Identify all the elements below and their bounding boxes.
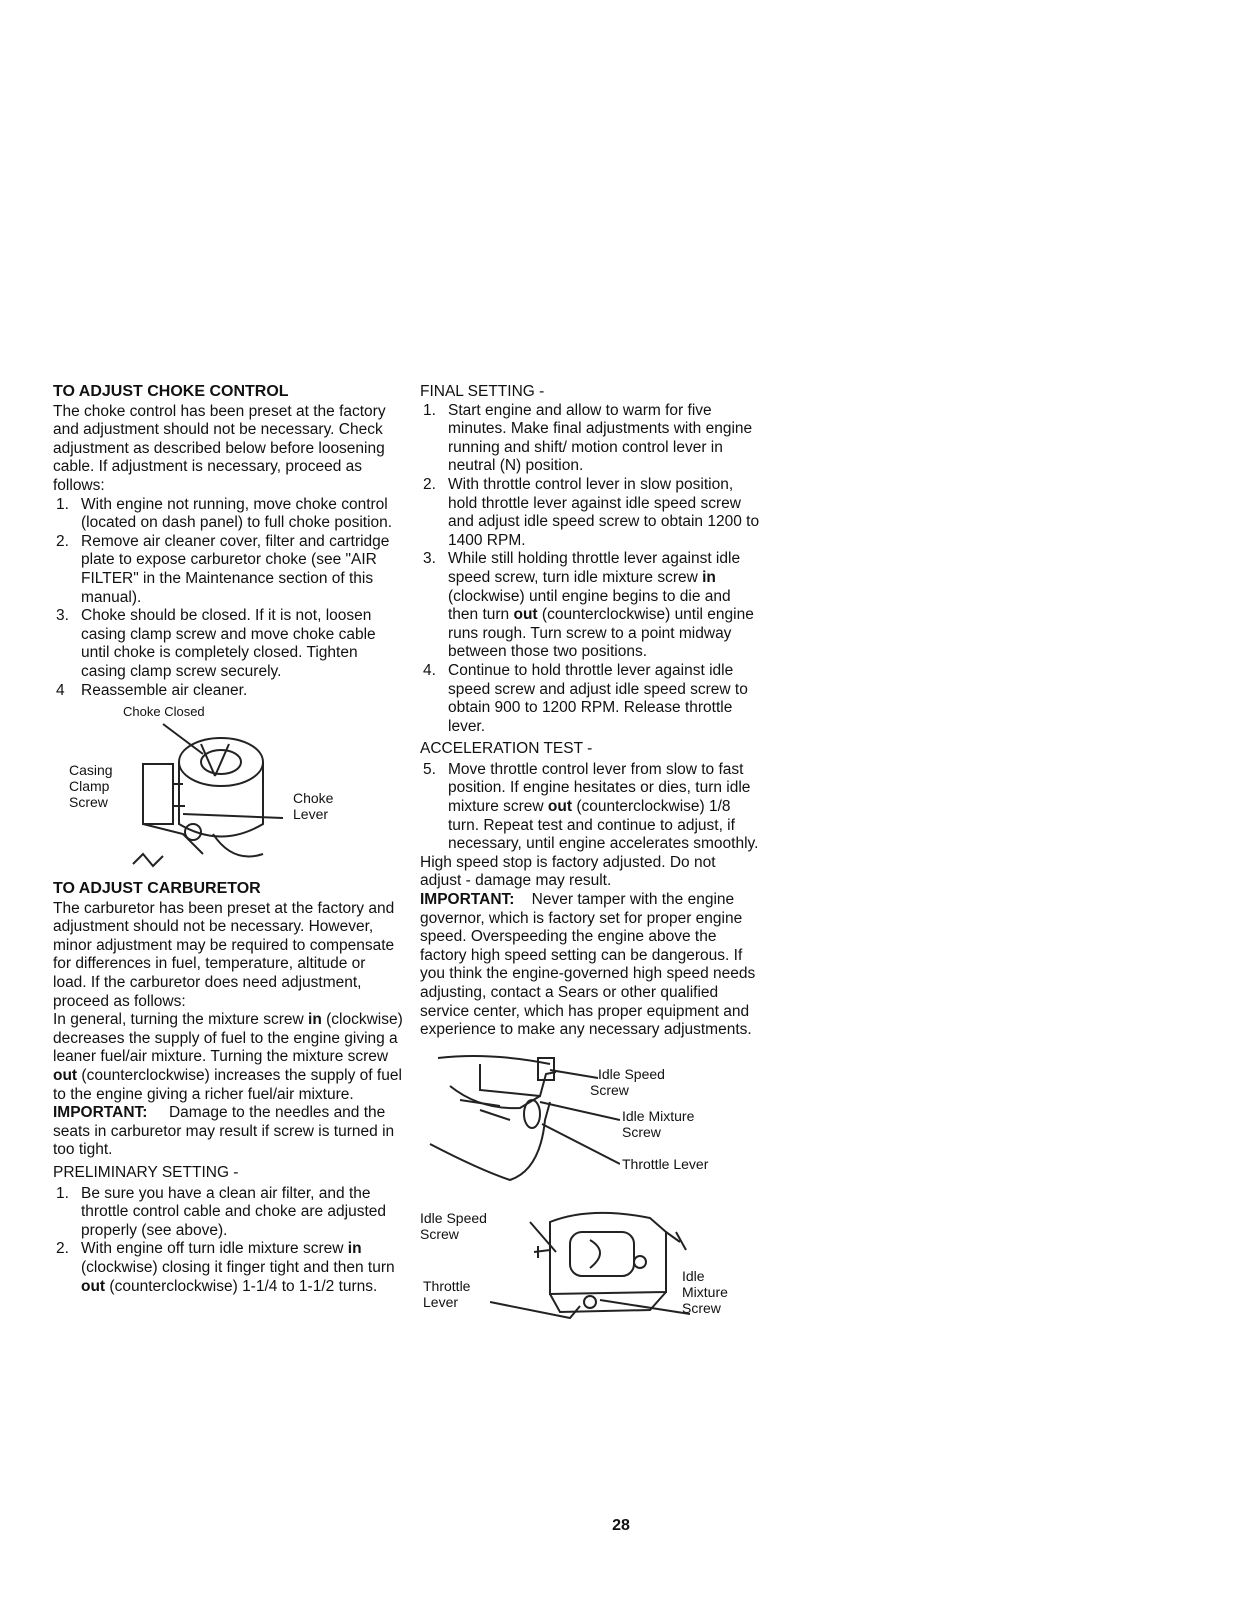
carburetor-general: In general, turning the mixture screw in (clockwise) decreases the supply of fuel to the engine giving a leaner fuel/air mixture. Turning the mixture screw out (counterclockwise) increases the supply of fuel to the engine giving a richer fuel/air mixture. [53,1011,403,1103]
choke-step: 3. Choke should be closed. If it is not, loosen casing clamp screw and move choke cable until choke is completely closed. Tighten casing clamp screw securely. [56,607,376,680]
choke-intro: The choke control has been preset at the factory and adjustment should not be necessary. Check adjustment as described below before loosening cable. If adjustment is necessary, proceed as follows: [53,402,386,494]
label-screw: Screw [420,1225,459,1242]
carburetor-illustration [490,1202,690,1332]
acceleration-heading: ACCELERATION TEST - [420,740,593,758]
choke-figure [53,700,403,878]
label-screw: Screw [682,1299,721,1316]
final-step: 4. Continue to hold throttle lever against idle speed screw and adjust idle speed screw to obtain 900 to 1200 RPM. Release throttle lever. [423,661,748,735]
page-number: 28 [612,1517,630,1534]
carburetor-choke-illustration [123,714,293,874]
choke-step: 1. With engine not running, move choke control (located on dash panel) to full choke position. [56,495,393,532]
label-idle-mixture: Idle Mixture [622,1107,695,1124]
choke-heading: TO ADJUST CHOKE CONTROL [53,383,289,400]
idle-screw-illustration [420,1050,620,1190]
preliminary-heading: PRELIMINARY SETTING - [53,1164,239,1181]
carburetor-heading: TO ADJUST CARBURETOR [53,880,261,898]
label-choke: Choke [293,790,334,807]
final-heading: FINAL SETTING - [420,383,545,400]
label-idle: Idle [682,1267,705,1284]
high-speed-note: High speed stop is factory adjusted. Do not adjust - damage may result. [420,853,716,890]
carburetor-figure [420,1202,760,1352]
idle-screw-figure [420,1050,760,1200]
choke-steps [53,496,403,701]
label-casing: Casing [69,762,113,779]
label-mixture: Mixture [682,1283,728,1300]
label-screw: Screw [590,1081,629,1098]
preliminary-step: 1. Be sure you have a clean air filter, and the throttle control cable and choke are adjusted properly (see above). [56,1184,387,1239]
label-screw: Screw [622,1123,661,1140]
label-lever: Lever [293,806,329,823]
final-steps [420,402,760,737]
carburetor-intro: The carburetor has been preset at the factory and adjustment should not be necessary. However, minor adjustment may be required to compensate for differences in fuel, temperature, altitude or load. If the carburetor does need adjustment, proceed as follows: [53,899,395,1010]
label-screw: Screw [69,794,108,811]
final-step: 1. Start engine and allow to warm for five minutes. Make final adjustments with engine running and shift/ motion control lever in neutral (N) position. [423,401,753,475]
preliminary-step: 2. With engine off turn idle mixture screw in (clockwise) closing it finger tight and then turn out (counterclockwise) 1-1/4 to 1-1/2 turns. [56,1240,395,1295]
label-throttle-lever: Throttle Lever [622,1155,709,1172]
final-step: 2. With throttle control lever in slow position, hold throttle lever against idle speed screw and adjust idle speed screw to obtain 1200 to 1400 RPM. [423,475,760,549]
right-column [420,383,760,1352]
final-step: 3. While still holding throttle lever against idle speed screw, turn idle mixture screw in (clockwise) until engine begins to die and then turn out (counterclockwise) until engine runs rough. Turn screw to a point midway between those two positions. [423,550,754,661]
label-idle-speed: Idle Speed [420,1209,487,1226]
left-column [53,383,403,1296]
label-choke-closed: Choke Closed [123,704,205,720]
label-clamp: Clamp [69,778,110,795]
label-lever: Lever [423,1293,459,1310]
governor-important: IMPORTANT: Never tamper with the engine governor, which is factory set for proper engine speed. Overspeeding the engine above the factory high speed setting can be dangerous. If you think the engine-governed high speed needs adjusting, contact a Sears or other qualified service center, which has proper equipment and experience to make any necessary adjustments. [420,891,756,1039]
choke-step: 4 Reassemble air cleaner. [56,681,248,699]
choke-step: 2. Remove air cleaner cover, filter and cartridge plate to expose carburetor choke (see "AIR FILTER" in the Maintenance section of this manual). [56,532,390,606]
acceleration-steps [420,761,760,854]
label-idle-speed: Idle Speed [598,1065,665,1082]
carburetor-important: IMPORTANT: Damage to the needles and the seats in carburetor may result if screw is turned in too tight. [53,1104,395,1159]
preliminary-steps [53,1185,403,1297]
label-throttle: Throttle [423,1277,471,1294]
acceleration-step: 5. Move throttle control lever from slow to fast position. If engine hesitates or dies, turn idle mixture screw out (counterclockwise) 1/8 turn. Repeat test and continue to adjust, if necessary, until engine accelerates smoothly. [423,760,759,853]
